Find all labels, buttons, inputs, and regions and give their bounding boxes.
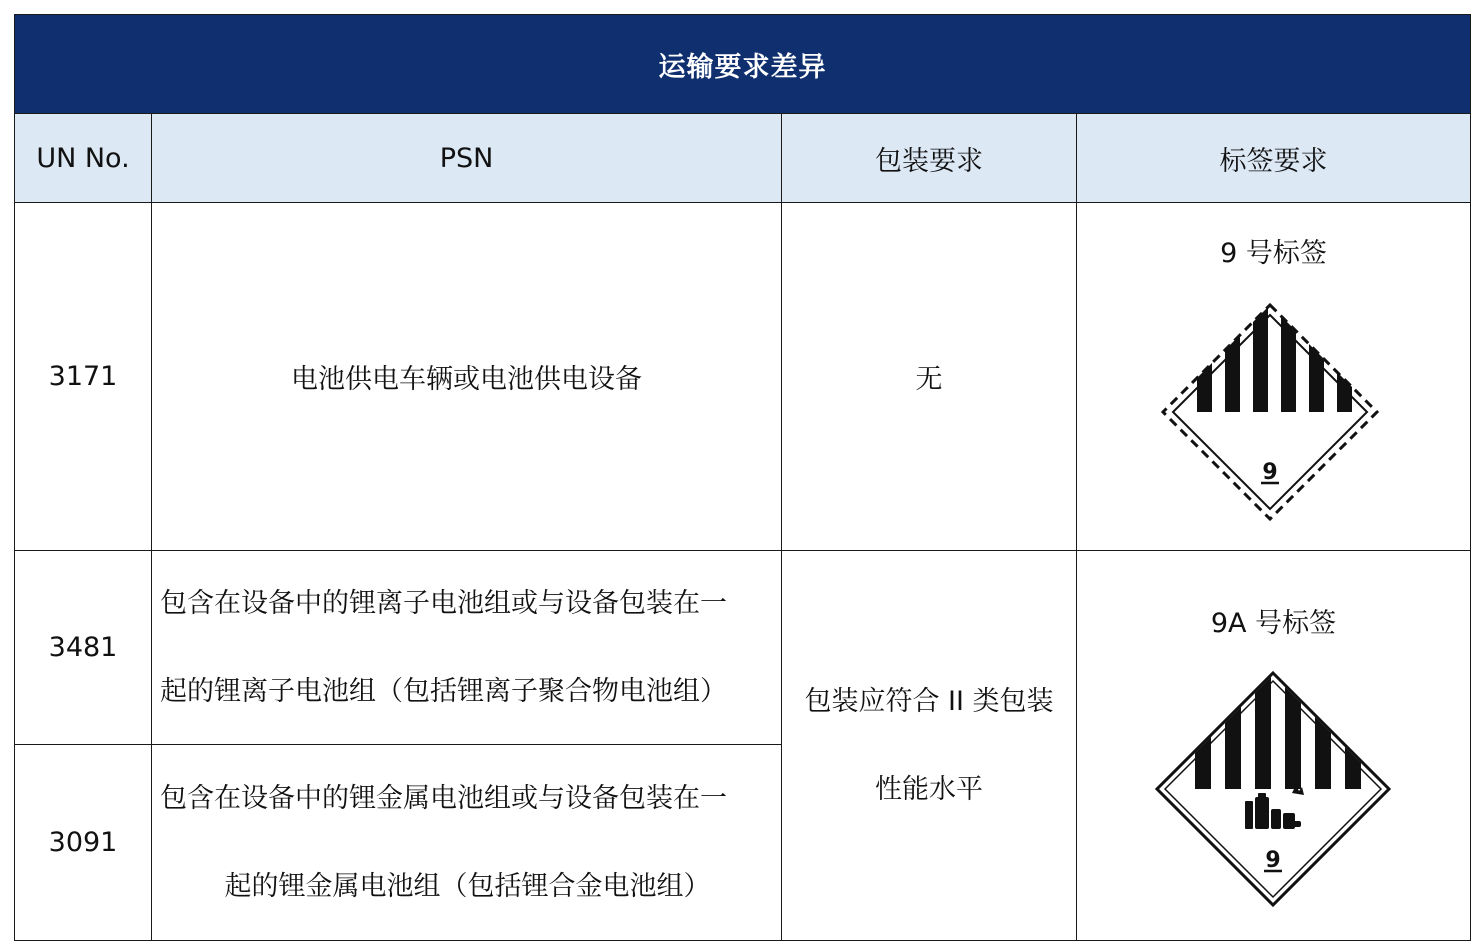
class-number: 9 (1265, 848, 1281, 873)
header-psn: PSN (152, 114, 782, 203)
packaging-cell (782, 551, 1077, 941)
label-cell (1077, 203, 1471, 551)
table-row (15, 203, 1471, 551)
transport-requirements-table-frame (14, 14, 1470, 944)
psn-line: 起的锂离子电池组（包括锂离子聚合物电池组） (160, 675, 727, 707)
psn-cell: 电池供电车辆或电池供电设备 (152, 203, 782, 551)
psn-line: 起的锂金属电池组（包括锂合金电池组） (224, 870, 711, 902)
label-caption: 9A 号标签 (1210, 608, 1337, 639)
table-title: 运输要求差异 (15, 15, 1471, 114)
psn-line: 包含在设备中的锂金属电池组或与设备包装在一 (160, 782, 727, 814)
class-number: 9 (1262, 460, 1278, 485)
packaging-cell: 无 (782, 203, 1077, 551)
transport-requirements-table (14, 14, 1471, 941)
header-packaging: 包装要求 (782, 114, 1077, 203)
class-9-hazard-diamond-icon (1159, 301, 1381, 523)
label-caption: 9 号标签 (1220, 238, 1327, 269)
un-number-cell: 3481 (15, 551, 152, 745)
table-title-row (15, 15, 1471, 114)
packaging-line: 性能水平 (875, 773, 983, 805)
header-label: 标签要求 (1077, 114, 1471, 203)
label-cell (1077, 551, 1471, 941)
packaging-line: 包装应符合 II 类包装 (804, 685, 1054, 717)
psn-line: 包含在设备中的锂离子电池组或与设备包装在一 (160, 587, 727, 619)
table-header-row (15, 114, 1471, 203)
un-number-cell: 3091 (15, 745, 152, 941)
table-row (15, 551, 1471, 745)
class-9a-lithium-battery-diamond-icon (1155, 671, 1391, 907)
un-number-cell: 3171 (15, 203, 152, 551)
psn-cell (152, 745, 782, 941)
psn-cell (152, 551, 782, 745)
header-un-no: UN No. (15, 114, 152, 203)
